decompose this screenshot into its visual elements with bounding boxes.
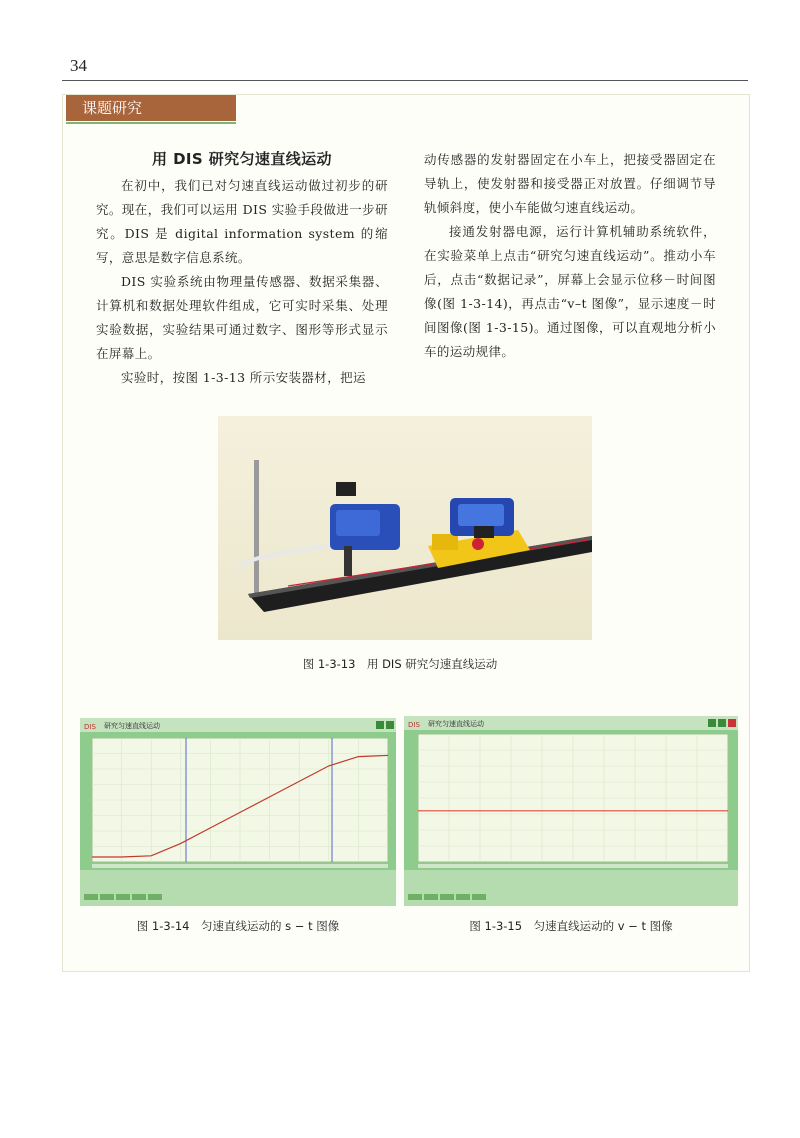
- close-icon: [728, 719, 736, 727]
- paragraph: DIS 实验系统由物理量传感器、数据采集器、计算机和数据处理软件组成，它可实时采集、处理实验数据，实验结果可通过数字、图形等形式显示在屏幕上。: [96, 274, 388, 361]
- vt-software-window: [404, 716, 738, 906]
- st-caption: 图 1-3-14 匀速直线运动的 s − t 图像: [136, 919, 340, 933]
- paragraph: 在初中，我们已对匀速直线运动做过初步的研究。现在，我们可以运用 DIS 实验手段做进一步研究。DIS 是 digital information system 的缩写，意思是数字信息系统。: [96, 178, 388, 265]
- toolbar-button-icon: [408, 894, 422, 900]
- left-column: [96, 148, 388, 390]
- article-title: 用 DIS 研究匀速直线运动: [152, 150, 332, 168]
- toolbar-button-icon: [116, 894, 130, 900]
- toolbar-button-icon: [456, 894, 470, 900]
- scrollbar: [92, 864, 388, 868]
- toolbar-button-icon: [84, 894, 98, 900]
- readout-panel: [404, 870, 738, 906]
- stand-rod: [254, 460, 259, 600]
- header-rule: [62, 80, 748, 81]
- window-button-icon: [718, 719, 726, 727]
- vt-caption: 图 1-3-15 匀速直线运动的 v − t 图像: [469, 919, 673, 933]
- readout-panel: [80, 870, 396, 906]
- scrollbar: [418, 864, 728, 868]
- st-software-window: [80, 718, 396, 906]
- apparatus-photo: [218, 416, 592, 640]
- section-underline: [66, 122, 236, 124]
- window-title: 研究匀速直线运动: [428, 720, 484, 728]
- paragraph: 接通发射器电源，运行计算机辅助系统软件，在实验菜单上点击“研究匀速直线运动”。推动小车后，点击“数据记录”，屏幕上会显示位移－时间图像(图 1-3-14)，再点击“v–t 图像”，显示速度－时间图像(图 1-3-15)。通过图像，可以直观地分析小车的运动规律。: [424, 224, 716, 359]
- paragraph: 实验时，按图 1-3-13 所示安装器材，把运: [121, 370, 366, 385]
- right-column: [424, 148, 716, 364]
- section-label: 课题研究: [66, 95, 236, 121]
- toolbar-button-icon: [424, 894, 438, 900]
- page-number: 34: [70, 56, 87, 75]
- toolbar-button-icon: [440, 894, 454, 900]
- window-button-icon: [708, 719, 716, 727]
- window-button-icon: [386, 721, 394, 729]
- app-logo: DIS: [84, 723, 96, 731]
- window-title: 研究匀速直线运动: [104, 722, 160, 730]
- toolbar-button-icon: [472, 894, 486, 900]
- toolbar-button-icon: [148, 894, 162, 900]
- app-logo: DIS: [408, 721, 420, 729]
- window-button-icon: [376, 721, 384, 729]
- toolbar-button-icon: [132, 894, 146, 900]
- toolbar-button-icon: [100, 894, 114, 900]
- photo-caption: 图 1-3-13 用 DIS 研究匀速直线运动: [302, 657, 498, 671]
- paragraph: 动传感器的发射器固定在小车上，把接受器固定在导轨上，使发射器和接受器正对放置。仔细调节导轨倾斜度，使小车能做匀速直线运动。: [424, 152, 716, 215]
